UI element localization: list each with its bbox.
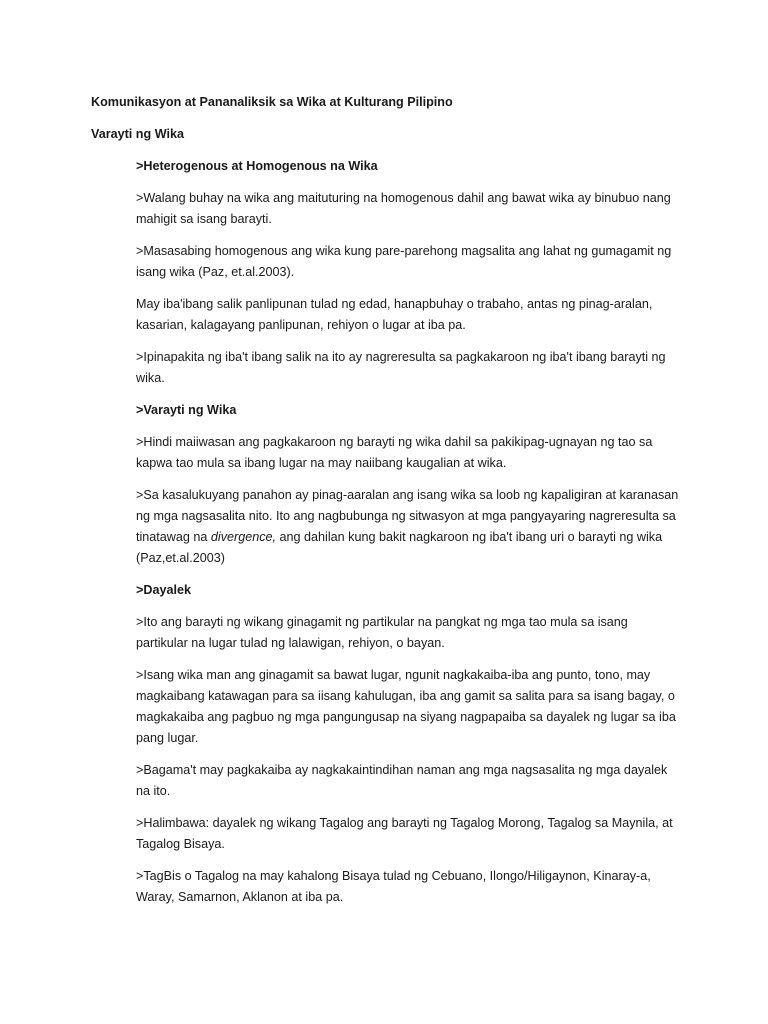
paragraph: >Halimbawa: dayalek ng wikang Tagalog ang barayti ng Tagalog Morong, Tagalog sa Maynila, at Tagalog Bisaya. [136,816,673,851]
paragraph: >Masasabing homogenous ang wika kung pare-parehong magsalita ang lahat ng gumagamit ng isang wika (Paz, et.al.2003). [136,244,672,279]
section-subtitle: Varayti ng Wika [91,127,184,141]
paragraph: May iba'ibang salik panlipunan tulad ng edad, hanapbuhay o trabaho, antas ng pinag-aralan, kasarian, kalagayang panlipunan, rehiyon o lugar at iba pa. [136,297,653,332]
paragraph: >Ito ang barayti ng wikang ginagamit ng partikular na pangkat ng mga tao mula sa isang partikular na lugar tulad ng lalawigan, rehiyon, o bayan. [136,615,628,650]
paragraph: >Ipinapakita ng iba't ibang salik na ito ay nagreresulta sa pagkakaroon ng iba't ibang barayti ng wika. [136,350,666,385]
paragraph: >Bagama't may pagkakaiba ay nagkakaintindihan naman ang mga nagsasalita ng mga dayalek na ito. [136,763,668,798]
paragraph: >TagBis o Tagalog na may kahalong Bisaya tulad ng Cebuano, Ilongo/Hiligaynon, Kinaray-a, Waray, Samarnon, Aklanon at iba pa. [136,869,651,904]
paragraph: >Walang buhay na wika ang maituturing na homogenous dahil ang bawat wika ay binubuo nang mahigit sa isang barayti. [136,191,671,226]
paragraph: >Isang wika man ang ginagamit sa bawat lugar, ngunit nagkakaiba-iba ang punto, tono, may magkaibang katawagan para sa iisang kahulugan, iba ang gamit sa salita para sa isang bagay, o magkakaiba ang pagbuo ng mga pangungusap na siyang nagpapaiba sa dayalek ng lugar sa iba pang lugar. [136,668,676,745]
paragraph-text: ang dahilan kung bakit nagkaroon ng iba't ibang uri o barayti ng wika (Paz,et.al.2003) [136,530,663,565]
document-title: Komunikasyon at Pananaliksik sa Wika at Kulturang Pilipino [91,95,453,109]
heading-dayalek: >Dayalek [136,583,191,597]
emphasis-divergence: divergence, [210,530,277,544]
heading-heterogenous: >Heterogenous at Homogenous na Wika [136,159,378,173]
paragraph-divergence [136,485,681,569]
paragraph-text: >Sa kasalukuyang panahon ay pinag-aaralan ang isang wika sa loob ng kapaligiran at karanasan ng mga nagsasalita nito. Ito ang nagbubunga ng sitwasyon at mga pangyayaring nagreresulta sa tinatawag na [136,488,679,544]
document-body [136,156,681,919]
paragraph: >Hindi maiiwasan ang pagkakaroon ng barayti ng wika dahil sa pakikipag-ugnayan ng tao sa kapwa tao mula sa ibang lugar na may naiibang kaugalian at wika. [136,435,653,470]
heading-varayti: >Varayti ng Wika [136,403,237,417]
